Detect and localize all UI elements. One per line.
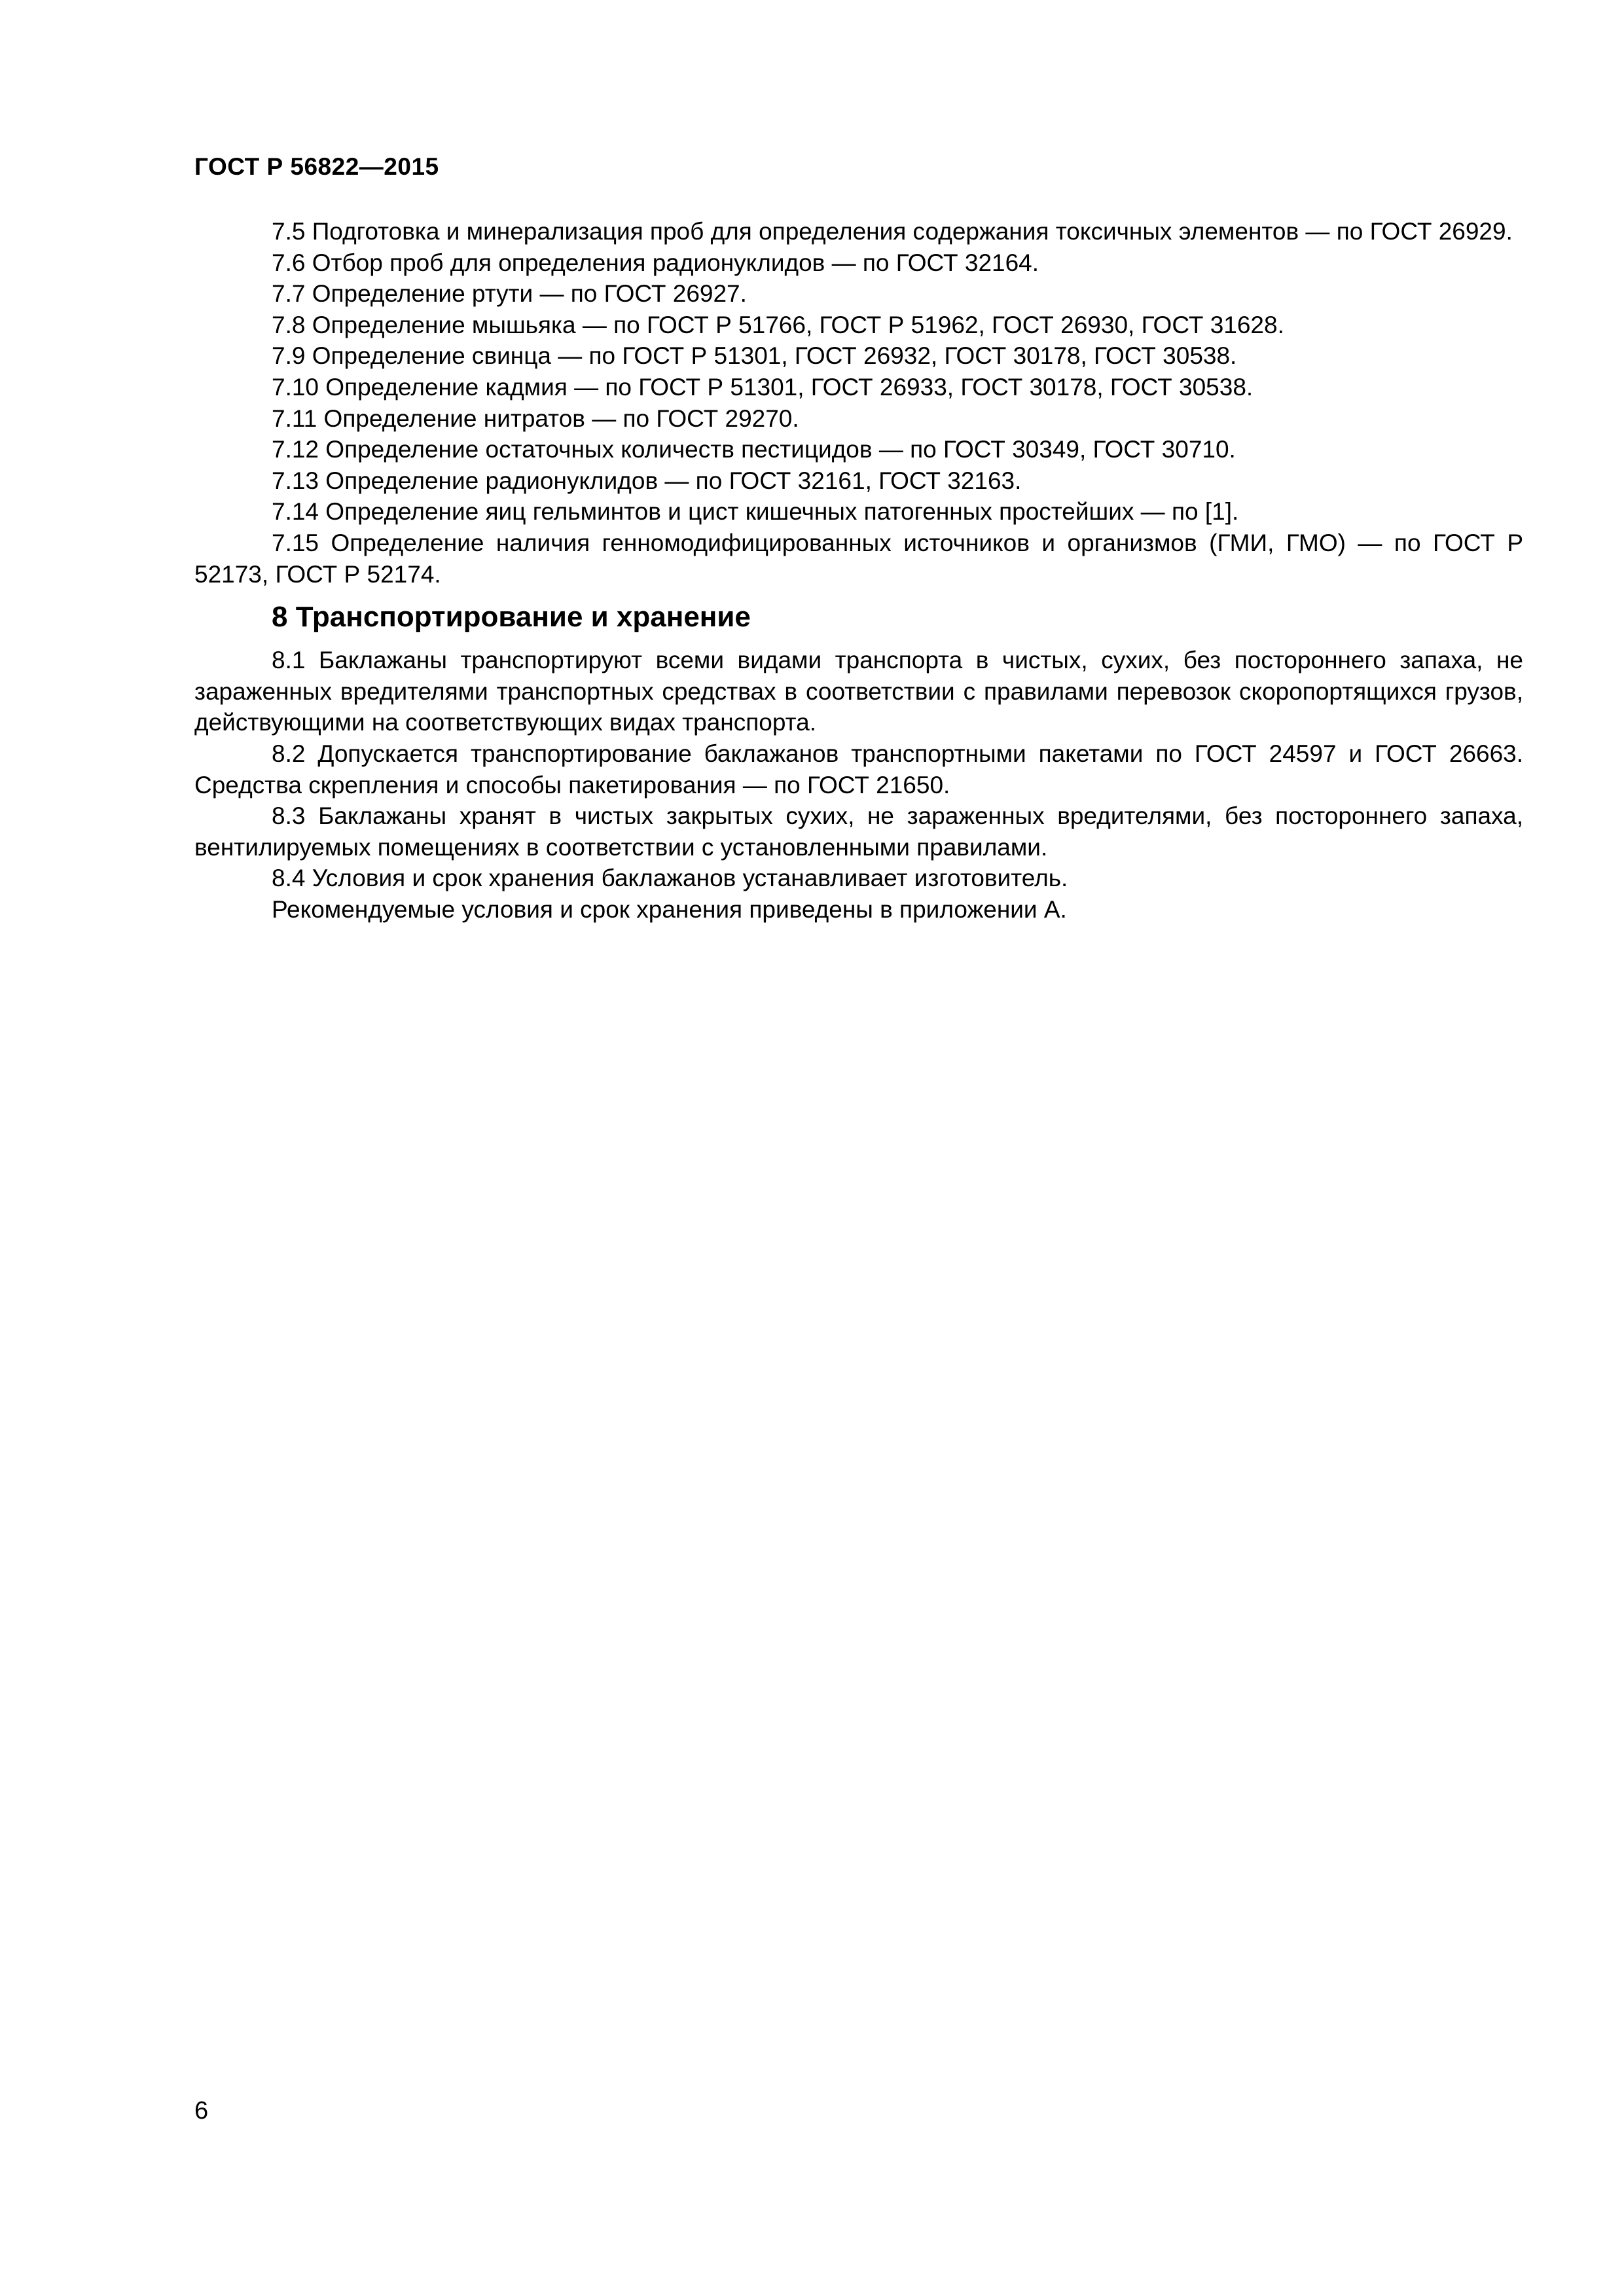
clause-7-5: 7.5 Подготовка и минерализация проб для определения содержания токсичных элементов — по ГОСТ 26929. [272,218,1513,245]
clause-7-9: 7.9 Определение свинца — по ГОСТ Р 51301, ГОСТ 26932, ГОСТ 30178, ГОСТ 30538. [272,342,1237,370]
section-8-heading: 8 Транспортирование и хранение [272,601,751,634]
clause-7-11: 7.11 Определение нитратов — по ГОСТ 29270. [272,404,799,432]
clause-7-12: 7.12 Определение остаточных количеств пестицидов — по ГОСТ 30349, ГОСТ 30710. [272,436,1236,463]
clause-7-10: 7.10 Определение кадмия — по ГОСТ Р 51301, ГОСТ 26933, ГОСТ 30178, ГОСТ 30538. [272,373,1254,401]
page-number: 6 [194,2097,209,2125]
clause-8-2: 8.2 Допускается транспортирование баклажанов транспортными пакетами по ГОСТ 24597 и ГОСТ 26663. Средства скрепления и способы пакетирования — по ГОСТ 21650. [194,740,1523,798]
clause-8-4: 8.4 Условия и срок хранения баклажанов устанавливает изготовитель. [272,865,1068,892]
clause-7-6: 7.6 Отбор проб для определения радионуклидов — по ГОСТ 32164. [272,249,1039,276]
storage-recommendation-note: Рекомендуемые условия и срок хранения приведены в приложении А. [272,895,1067,923]
document-body [194,216,1523,925]
clause-7-13: 7.13 Определение радионуклидов — по ГОСТ 32161, ГОСТ 32163. [272,467,1022,494]
clause-7-7: 7.7 Определение ртути — по ГОСТ 26927. [272,280,747,308]
document-header: ГОСТ Р 56822—2015 [194,153,439,180]
clause-7-8: 7.8 Определение мышьяка — по ГОСТ Р 51766, ГОСТ Р 51962, ГОСТ 26930, ГОСТ 31628. [272,311,1284,338]
clause-8-1: 8.1 Баклажаны транспортируют всеми видами транспорта в чистых, сухих, без постороннего запаха, не зараженных вредителями транспортных средствах в соответствии с правилами перевозок скоропортящихся грузов, действующими на соответствующих видах транспорта. [194,647,1523,736]
clause-7-15: 7.15 Определение наличия генномодифицированных источников и организмов (ГМИ, ГМО) — по ГОСТ Р 52173, ГОСТ Р 52174. [194,529,1523,588]
clause-8-3: 8.3 Баклажаны хранят в чистых закрытых сухих, не зараженных вредителями, без постороннего запаха, вентилируемых помещениях в соответствии с установленными правилами. [194,802,1523,861]
clause-7-14: 7.14 Определение яиц гельминтов и цист кишечных патогенных простейших — по [1]. [272,498,1239,526]
